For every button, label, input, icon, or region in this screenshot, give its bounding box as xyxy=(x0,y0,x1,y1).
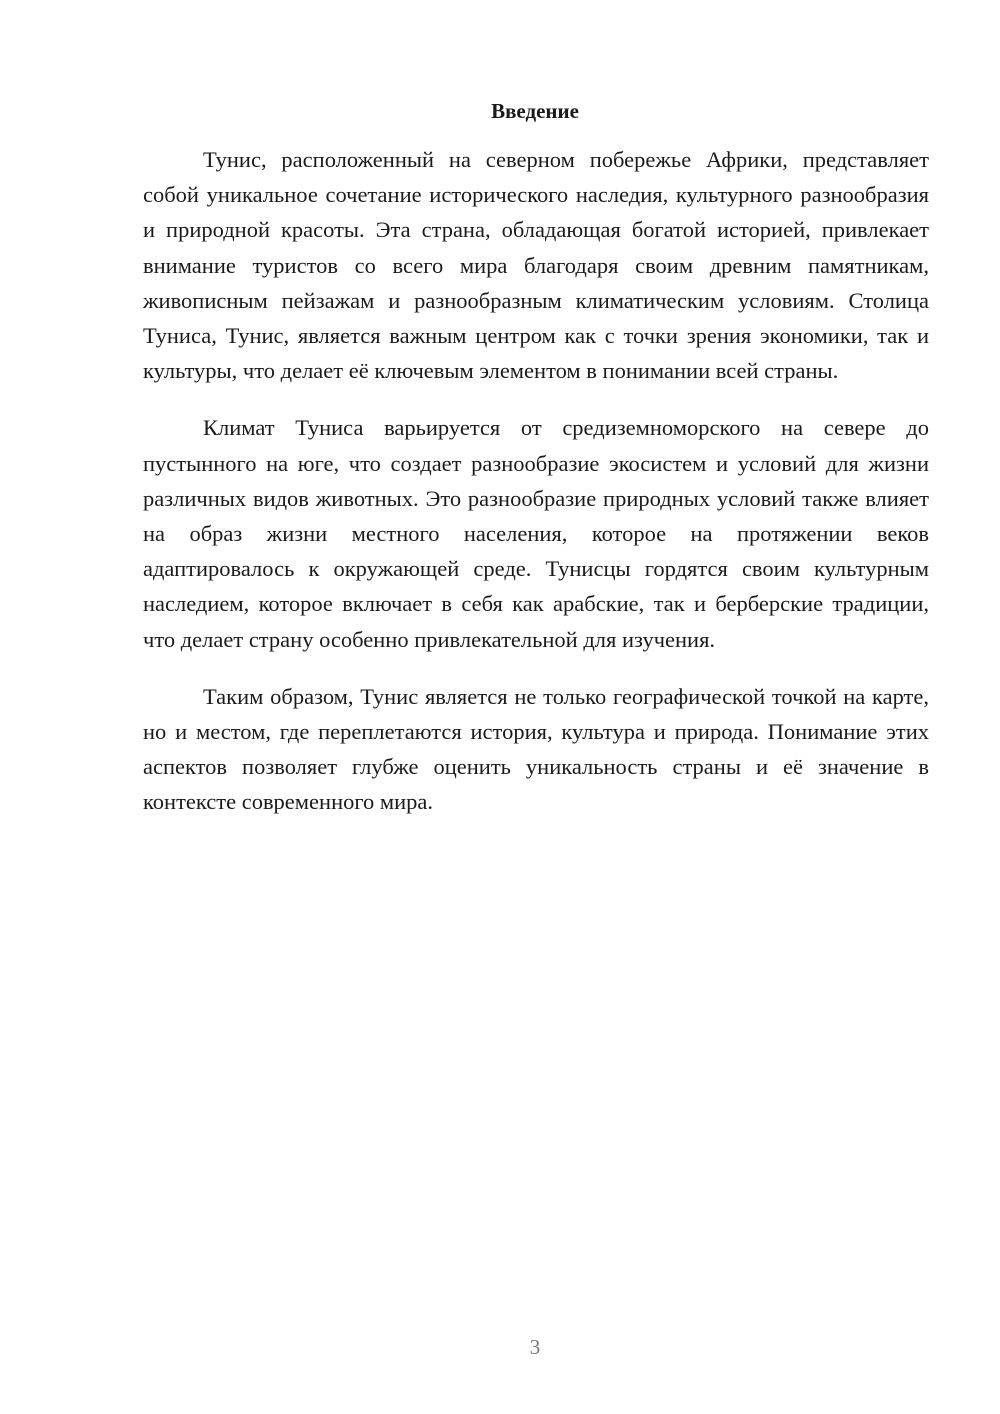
paragraph-2: Климат Туниса варьируется от средиземноморского на севере до пустынного на юге, что создает разнообразие экосистем и условий для жизни различных видов животных. Это разнообразие природных условий также влияет на образ жизни местного населения, которое на протяжении веков адаптировалось к окружающей среде. Тунисцы гордятся своим культурным наследием, которое включает в себя как арабские, так и берберские традиции, что делает страну особенно привлекательной для изучения. xyxy=(143,415,929,652)
paragraph-1: Тунис, расположенный на северном побережье Африки, представляет собой уникальное сочетание исторического наследия, культурного разнообразия и природной красоты. Эта страна, обладающая богатой историей, привлекает внимание туристов со всего мира благодаря своим древним памятникам, живописным пейзажам и разнообразным климатическим условиям. Столица Туниса, Тунис, является важным центром как с точки зрения экономики, так и культуры, что делает её ключевым элементом в понимании всей страны. xyxy=(143,147,929,384)
paragraph-3: Таким образом, Тунис является не только географической точкой на карте, но и местом, где переплетаются история, культура и природа. Понимание этих аспектов позволяет глубже оценить уникальность страны и её значение в контексте современного мира. xyxy=(143,683,929,815)
page-number: 3 xyxy=(529,1335,541,1359)
section-heading: Введение xyxy=(491,99,579,123)
body-text xyxy=(143,142,929,842)
